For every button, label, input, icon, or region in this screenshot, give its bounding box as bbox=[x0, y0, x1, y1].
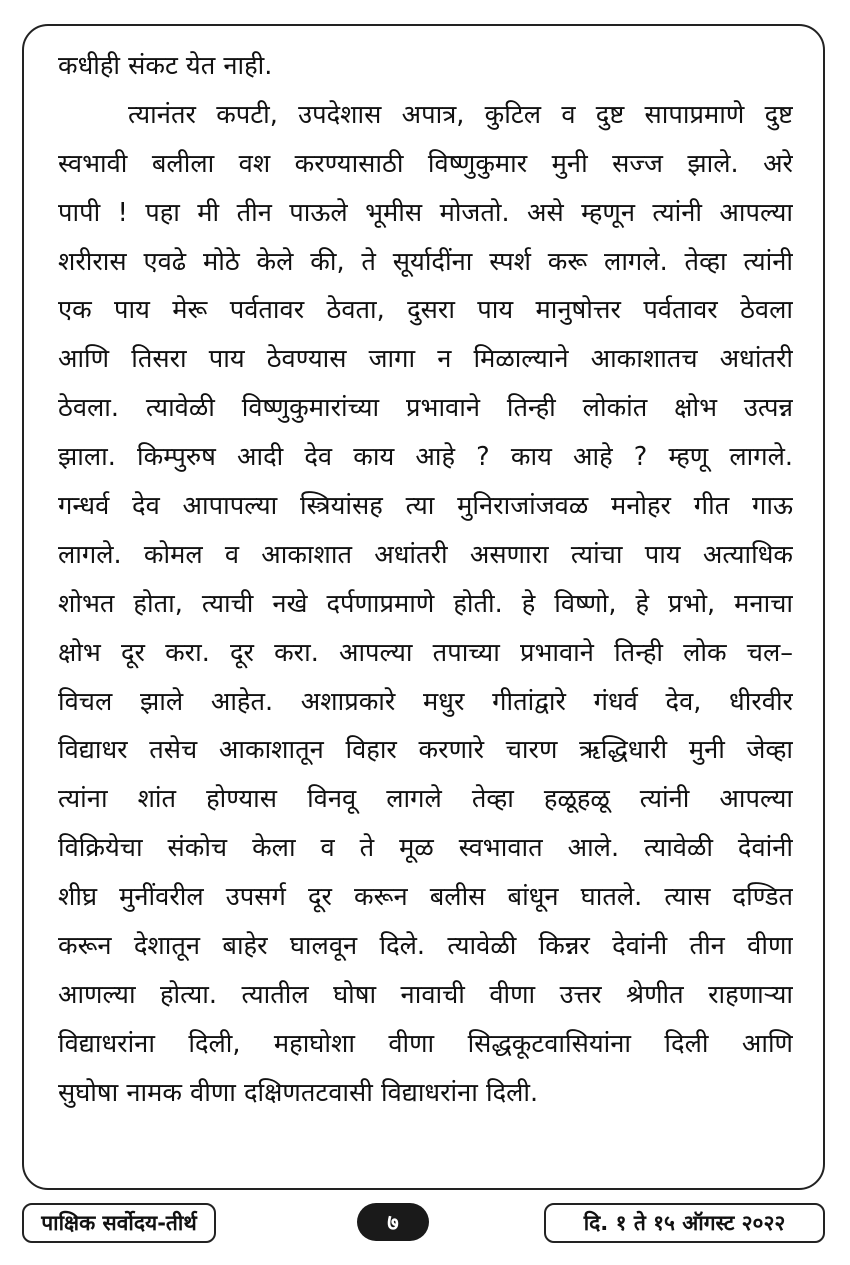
text-line: शरीरास एवढे मोठे केले की, ते सूर्यादींना स्पर्श करू लागले. तेव्हा त्यांनी bbox=[58, 246, 793, 277]
text-line: त्यानंतर कपटी, उपदेशास अपात्र, कुटिल व दुष्ट सापाप्रमाणे दुष्ट bbox=[128, 99, 793, 130]
text-line: क्षोभ दूर करा. दूर करा. आपल्या तपाच्या प्रभावाने तिन्ही लोक चल– bbox=[58, 637, 793, 668]
text-line: एक पाय मेरू पर्वतावर ठेवता, दुसरा पाय मानुषोत्तर पर्वतावर ठेवला bbox=[58, 295, 793, 326]
text-line: विद्याधरांना दिली, महाघोशा वीणा सिद्धकूटवासियांना दिली आणि bbox=[58, 1028, 793, 1059]
text-line: कधीही संकट येत नाही. bbox=[58, 51, 273, 81]
text-line: शोभत होता, त्याची नखे दर्पणाप्रमाणे होती. हे विष्णो, हे प्रभो, मनाचा bbox=[58, 588, 793, 619]
text-line: ठेवला. त्यावेळी विष्णुकुमारांच्या प्रभावाने तिन्ही लोकांत क्षोभ उत्पन्न bbox=[58, 393, 793, 424]
text-line: विक्रियेचा संकोच केला व ते मूळ स्वभावात आले. त्यावेळी देवांनी bbox=[58, 833, 793, 864]
text-line: आणल्या होत्या. त्यातील घोषा नावाची वीणा उत्तर श्रेणीत राहणाऱ्या bbox=[58, 979, 793, 1010]
text-line: पापी ! पहा मी तीन पाऊले भूमीस मोजतो. असे म्हणून त्यांनी आपल्या bbox=[58, 197, 793, 228]
text-line: विचल झाले आहेत. अशाप्रकारे मधुर गीतांद्वारे गंधर्व देव, धीरवीर bbox=[58, 686, 793, 717]
text-line: आणि तिसरा पाय ठेवण्यास जागा न मिळाल्याने आकाशातच अधांतरी bbox=[58, 344, 793, 375]
issue-date: दि. १ ते १५ ऑगस्ट २०२२ bbox=[544, 1203, 825, 1243]
text-line: लागले. कोमल व आकाशात अधांतरी असणारा त्यांचा पाय अत्याधिक bbox=[58, 539, 793, 570]
text-line: विद्याधर तसेच आकाशातून विहार करणारे चारण ऋद्धिधारी मुनी जेव्हा bbox=[58, 735, 793, 766]
text-line: शीघ्र मुनींवरील उपसर्ग दूर करून बलीस बांधून घातले. त्यास दण्डित bbox=[58, 882, 793, 913]
text-line: झाला. किम्पुरुष आदी देव काय आहे ? काय आहे ? म्हणू लागले. bbox=[58, 442, 793, 473]
text-line: सुघोषा नामक वीणा दक्षिणतटवासी विद्याधरांना दिली. bbox=[58, 1077, 539, 1108]
body-text bbox=[58, 42, 793, 1118]
text-line: करून देशातून बाहेर घालवून दिले. त्यावेळी किन्नर देवांनी तीन वीणा bbox=[58, 931, 793, 962]
publication-name: पाक्षिक सर्वोदय-तीर्थ bbox=[22, 1203, 216, 1243]
text-line: त्यांना शांत होण्यास विनवू लागले तेव्हा हळूहळू त्यांनी आपल्या bbox=[58, 784, 793, 815]
text-line: स्वभावी बलीला वश करण्यासाठी विष्णुकुमार मुनी सज्ज झाले. अरे bbox=[58, 148, 793, 179]
page-number: ७ bbox=[357, 1203, 429, 1241]
text-line: गन्धर्व देव आपापल्या स्त्रियांसह त्या मुनिराजांजवळ मनोहर गीत गाऊ bbox=[58, 491, 793, 522]
